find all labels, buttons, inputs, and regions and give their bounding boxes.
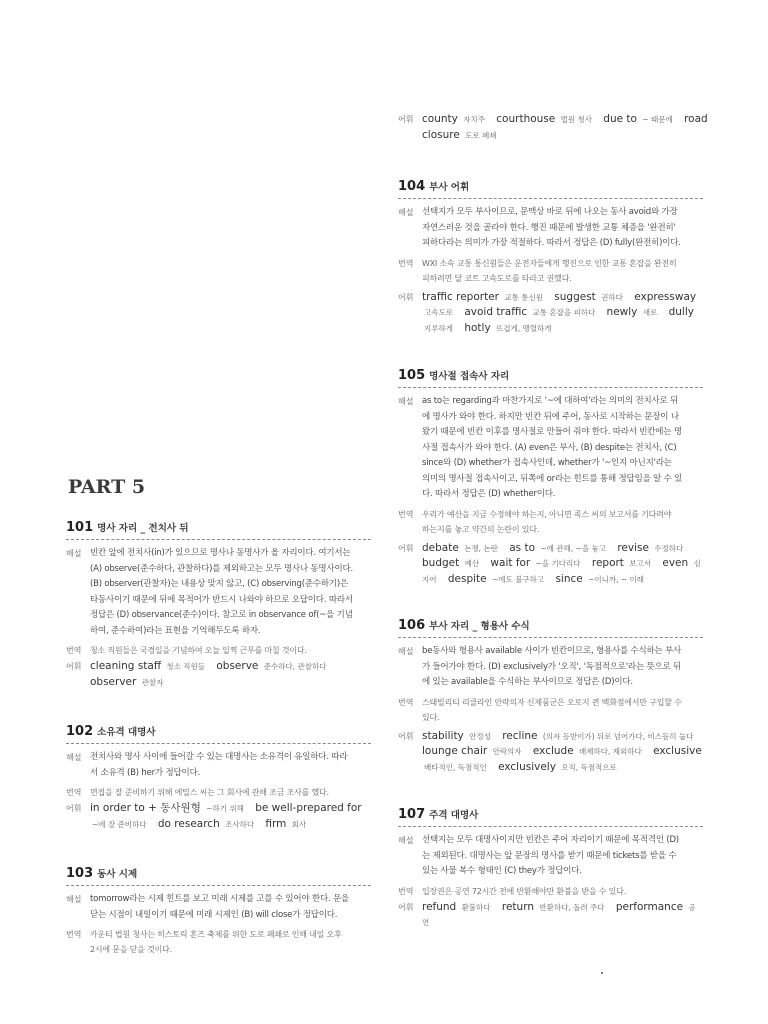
vocab-term: despite [447, 572, 487, 585]
text-line: 하여, 준수하여)라는 표현을 기억해두도록 하자. [90, 625, 261, 636]
vocab-list [90, 659, 371, 690]
question-101 [66, 516, 371, 690]
question-topic: 부사 어휘 [429, 182, 470, 193]
vocab-meaning: 논쟁, 논란 [464, 543, 498, 553]
text-line: 입장권은 공연 72시간 전에 반환해야만 환불을 받을 수 있다. [422, 886, 627, 896]
vocab-meaning: 심지어 [422, 559, 701, 584]
vocab-term: due to [603, 113, 637, 125]
section-header [66, 720, 371, 744]
question-number: 104 [398, 179, 426, 194]
text-line: 면접을 잘 준비하기 위해 에밀스 씨는 그 회사에 관해 조금 조사를 했다. [90, 788, 329, 797]
vocab-meaning: 오직, 독점적으로 [561, 762, 617, 772]
translation-label: 번역 [398, 509, 414, 519]
translation-text [422, 256, 703, 286]
translation-label: 번역 [66, 930, 82, 939]
text-line: 사절 접속사가 와야 한다. (A) even은 부사, (B) despite는 전치사, (C) [422, 442, 677, 453]
vocab-term: revise [617, 541, 649, 554]
vocab-meaning: 조사하다 [225, 819, 255, 829]
text-line: 2시에 문을 닫을 것이다. [90, 945, 173, 954]
vocab-meaning: 보고서 [629, 559, 652, 568]
translation-label: 번역 [398, 258, 414, 268]
explanation-label: 해설 [398, 208, 414, 217]
question-topic: 소유격 대명사 [97, 727, 156, 738]
explanation-label: 해설 [398, 397, 414, 406]
vocab-term: suggest [554, 290, 596, 303]
section-header [66, 516, 371, 540]
section-header [398, 175, 703, 199]
vocab-term: debate [422, 541, 459, 554]
text-line: 가 들어가야 한다. (D) exclusively가 '오직', '독점적으로'라는 뜻으로 뒤 [422, 661, 682, 672]
text-line: 왔기 때문에 빈칸 이후를 명사절로 만들어 줘야 한다. 따라서 빈칸에는 명 [422, 427, 682, 437]
vocab-term: wait for [490, 557, 531, 569]
part-title: PART 5 [68, 476, 146, 498]
vocab-label: 어휘 [398, 902, 414, 912]
question-topic: 동사 시제 [97, 869, 138, 880]
vocab-meaning: 수정하다 [654, 543, 684, 553]
vocab-term: report [591, 557, 624, 569]
translation-text [90, 785, 371, 801]
vocab-term: budget [422, 557, 460, 569]
translation-text [90, 927, 371, 957]
text-line: 자연스러운 것을 골라야 한다. 행진 때문에 발생한 교통 체증을 '완전히' [422, 222, 676, 233]
translation-label: 번역 [66, 646, 82, 655]
vocab-meaning: 교통 통신원 [504, 292, 543, 302]
vocab-label: 어휘 [66, 804, 82, 813]
explanation-text [90, 546, 371, 639]
section-header [398, 803, 703, 827]
explanation-label: 해설 [66, 895, 82, 904]
text-line: be동사와 형용사 available 사이가 빈칸이므로, 형용사를 수식하는 부사 [422, 646, 682, 656]
vocab-term: recline [502, 729, 538, 742]
text-line: 청소 직원들은 국경일을 기념하여 오늘 일찍 근무를 마칠 것이다. [90, 646, 307, 655]
explanation-text [90, 750, 371, 781]
vocab-meaning: 공연 [422, 902, 696, 927]
text-line: (B) observer(관찰자)는 내용상 맞지 않고, (C) observing(준수하기)은 [90, 579, 349, 589]
vocab-meaning: 법원 청사 [560, 115, 592, 124]
vocab-meaning: 뜨겁게, 맹렬하게 [496, 323, 552, 333]
text-line: 서 소유격 (B) her가 정답이다. [90, 767, 200, 778]
vocab-meaning: 관찰자 [141, 677, 164, 687]
question-topic: 명사 자리 _ 전치사 뒤 [97, 523, 189, 534]
vocab-term: expressway [634, 290, 697, 303]
translation-label: 번역 [398, 886, 414, 896]
question-number: 103 [66, 866, 94, 881]
explanation-text [422, 394, 703, 503]
text-line: 선택지는 모두 대명사이지만 빈칸은 주어 자리이기 때문에 목적격인 (D) [422, 835, 679, 845]
vocab-meaning: 권하다 [601, 292, 623, 302]
question-number: 102 [66, 724, 94, 739]
vocab-list [422, 541, 703, 588]
text-line: 닫는 시점이 내일이기 때문에 미래 시제인 (B) will close가 정답이다. [90, 909, 338, 920]
vocab-term: courthouse [496, 113, 556, 125]
vocab-term: county [422, 113, 458, 125]
vocab-term: lounge chair [422, 745, 488, 757]
vocab-term: firm [265, 817, 287, 830]
question-topic: 주격 대명사 [429, 810, 479, 821]
vocab-meaning: 안락의자 [492, 747, 522, 756]
vocab-meaning: 배타적인, 독점적인 [424, 762, 487, 772]
vocab-meaning: 고속도로 [424, 308, 453, 317]
vocab-meaning: ~을 기다리다 [535, 559, 581, 568]
vocab-meaning: (의자 등받이가) 뒤로 넘어가다, 비스듬히 눕다 [542, 731, 694, 741]
text-line: 선택지가 모두 부사이므로, 문맥상 바로 뒤에 나오는 동사 avoid와 가장 [422, 207, 678, 217]
vocab-label: 어휘 [66, 662, 82, 671]
translation-label: 번역 [398, 697, 414, 707]
question-number: 105 [398, 368, 426, 383]
vocab-meaning: ~에도 불구하고 [491, 574, 545, 584]
explanation-label: 해설 [66, 549, 82, 558]
vocab-term: do research [157, 817, 220, 830]
vocab-meaning: 새로 [642, 308, 658, 317]
vocab-term: observe [216, 660, 259, 672]
question-102 [66, 720, 371, 832]
text-line: 정답은 (D) observance(준수)이다. 참고로 in observance of(~을 기념 [90, 610, 353, 620]
text-line: 는 제외된다. 대명사는 앞 문장의 명사를 받기 때문에 tickets를 받을 수 [422, 850, 677, 861]
vocab-meaning: 반환하다, 돌려 주다 [539, 902, 605, 912]
vocab-term: observer [90, 675, 137, 688]
vocab-meaning: 회사 [291, 819, 307, 829]
text-line: 피하려면 달 코트 고속도로를 타라고 권했다. [422, 273, 572, 283]
text-line: 있다. [422, 712, 440, 722]
question-number: 101 [66, 520, 94, 535]
translation-label: 번역 [66, 788, 82, 797]
vocab-term: exclusive [653, 745, 702, 757]
vocab-term: stability [422, 729, 464, 742]
explanation-text [422, 205, 703, 252]
question-105 [398, 364, 703, 587]
vocab-term: cleaning staff [90, 660, 162, 672]
text-line: since와 (D) whether가 접속사인데, whether가 '~인지 아닌지'라는 [422, 458, 672, 468]
vocab-meaning: ~에 잘 준비하다 [92, 819, 147, 829]
text-line: WXI 소속 교통 통신원들은 운전자들에게 행진으로 인한 교통 혼잡을 완전히 [422, 258, 677, 268]
top-vocab-block [398, 112, 718, 143]
explanation-label: 해설 [398, 836, 414, 845]
vocab-term: refund [422, 900, 457, 913]
text-line: 빈칸 앞에 전치사(in)가 있으므로 명사나 동명사가 올 자리이다. 여기서는 [90, 548, 351, 558]
vocab-meaning: ~이니까, ~ 이래 [588, 574, 645, 584]
vocab-list [422, 112, 718, 143]
explanation-label: 해설 [398, 647, 414, 656]
text-line: tomorrow라는 시제 힌트를 보고 미래 시제를 고를 수 있어야 한다. 문을 [90, 894, 350, 904]
vocab-term: return [501, 900, 534, 913]
question-number: 106 [398, 618, 426, 633]
question-topic: 명사절 접속사 자리 [429, 371, 510, 382]
vocab-meaning: 예산 [464, 559, 480, 568]
vocab-term: performance [615, 900, 684, 913]
question-107 [398, 803, 703, 931]
vocab-meaning: 청소 직원들 [166, 662, 206, 671]
text-line: 카운티 법원 청사는 히스토릭 혼즈 축제를 위한 도로 폐쇄로 인해 내일 오후 [90, 930, 342, 939]
explanation-text [422, 833, 703, 880]
text-line: 있는 사물 복수 형태인 (C) they가 정답이다. [422, 866, 582, 876]
translation-text [422, 695, 703, 725]
vocab-list [422, 729, 703, 776]
vocab-term: since [555, 572, 583, 585]
text-line: 하는지를 놓고 약간의 논란이 있다. [422, 524, 540, 534]
translation-text [90, 643, 371, 659]
vocab-list [90, 801, 371, 832]
vocab-term: exclusively [498, 760, 556, 773]
vocab-list [422, 290, 703, 337]
vocab-meaning: 도로 폐쇄 [465, 130, 497, 140]
vocab-term: road closure [422, 113, 708, 141]
vocab-meaning: 환불하다 [461, 902, 491, 912]
text-line: 다. 따라서 정답은 (D) whether이다. [422, 489, 556, 499]
vocab-term: dully [668, 306, 694, 318]
explanation-text [422, 644, 703, 691]
text-line: 피하다라는 의미가 가장 적절하다. 따라서 정답은 (D) fully(완전히)이다. [422, 238, 681, 248]
vocab-meaning: ~하기 위해 [206, 804, 244, 813]
vocab-term: hotly [464, 321, 491, 334]
vocab-term: traffic reporter [422, 290, 499, 303]
question-topic: 부사 자리 _ 형용사 수식 [429, 621, 530, 632]
vocab-term: as to [509, 541, 536, 554]
vocab-term: be well-prepared for [255, 802, 362, 814]
question-106 [398, 614, 703, 775]
vocab-term: even [662, 557, 689, 569]
vocab-meaning: ~에 관해, ~을 놓고 [540, 543, 606, 553]
question-number: 107 [398, 807, 426, 822]
text-line: (A) observe(준수하다, 관찰하다)를 제외하고는 모두 명사나 동명사이다. [90, 563, 353, 574]
vocab-term: avoid traffic [464, 306, 528, 318]
vocab-meaning: 배제하다, 제외하다 [579, 747, 642, 756]
vocab-meaning: ~ 때문에 [642, 115, 673, 124]
section-header [398, 364, 703, 388]
vocab-term: exclude [532, 745, 574, 757]
vocab-term: in order to + 동사원형 [90, 802, 201, 814]
text-line: 전치사와 명사 사이에 들어갈 수 있는 대명사는 소유격이 유일하다. 따라 [90, 752, 348, 762]
vocab-label: 어휘 [398, 543, 414, 553]
vocab-meaning: 교통 혼잡을 피하다 [532, 308, 596, 317]
text-line: 스태빌리티 리클라인 안락의자 신제품군은 오로지 퀸 백화점에서만 구입할 수 [422, 697, 682, 707]
explanation-text [90, 892, 371, 923]
vocab-meaning: 안정성 [469, 731, 491, 741]
section-header [398, 614, 703, 638]
question-103 [66, 862, 371, 957]
text-line: 에 있는 available을 수식하는 부사이므로 정답은 (D)이다. [422, 677, 633, 687]
text-line: as to는 regarding과 마찬가지로 '~에 대하여'라는 의미의 전치사로 뒤 [422, 396, 679, 406]
text-line: 타동사이기 때문에 뒤에 목적어가 반드시 나와야 하므로 오답이다. 따라서 [90, 594, 353, 605]
vocab-label: 어휘 [398, 115, 414, 124]
explanation-label: 해설 [66, 753, 82, 762]
text-line: 우리가 예산을 지금 수정해야 하는지, 아니면 콕스 씨의 보고서를 기다려야 [422, 509, 672, 519]
question-104 [398, 175, 703, 336]
translation-text [422, 507, 703, 537]
page-dot [601, 972, 603, 974]
vocab-term: newly [606, 306, 638, 318]
vocab-meaning: 지루하게 [424, 323, 453, 333]
vocab-label: 어휘 [398, 292, 414, 302]
section-header [66, 862, 371, 886]
vocab-label: 어휘 [398, 731, 414, 741]
translation-text [422, 884, 703, 900]
vocab-list [422, 900, 703, 931]
text-line: 에 명사가 와야 한다. 하지만 빈칸 뒤에 주어, 동사로 시작하는 문장이 나 [422, 411, 679, 422]
vocab-meaning: 자치주 [463, 115, 485, 124]
text-line: 의미의 명사절 접속사이고, 뒤쪽에 or라는 힌트를 통해 정답임을 알 수 있 [422, 473, 683, 484]
vocab-meaning: 준수하다, 관찰하다 [263, 662, 327, 671]
